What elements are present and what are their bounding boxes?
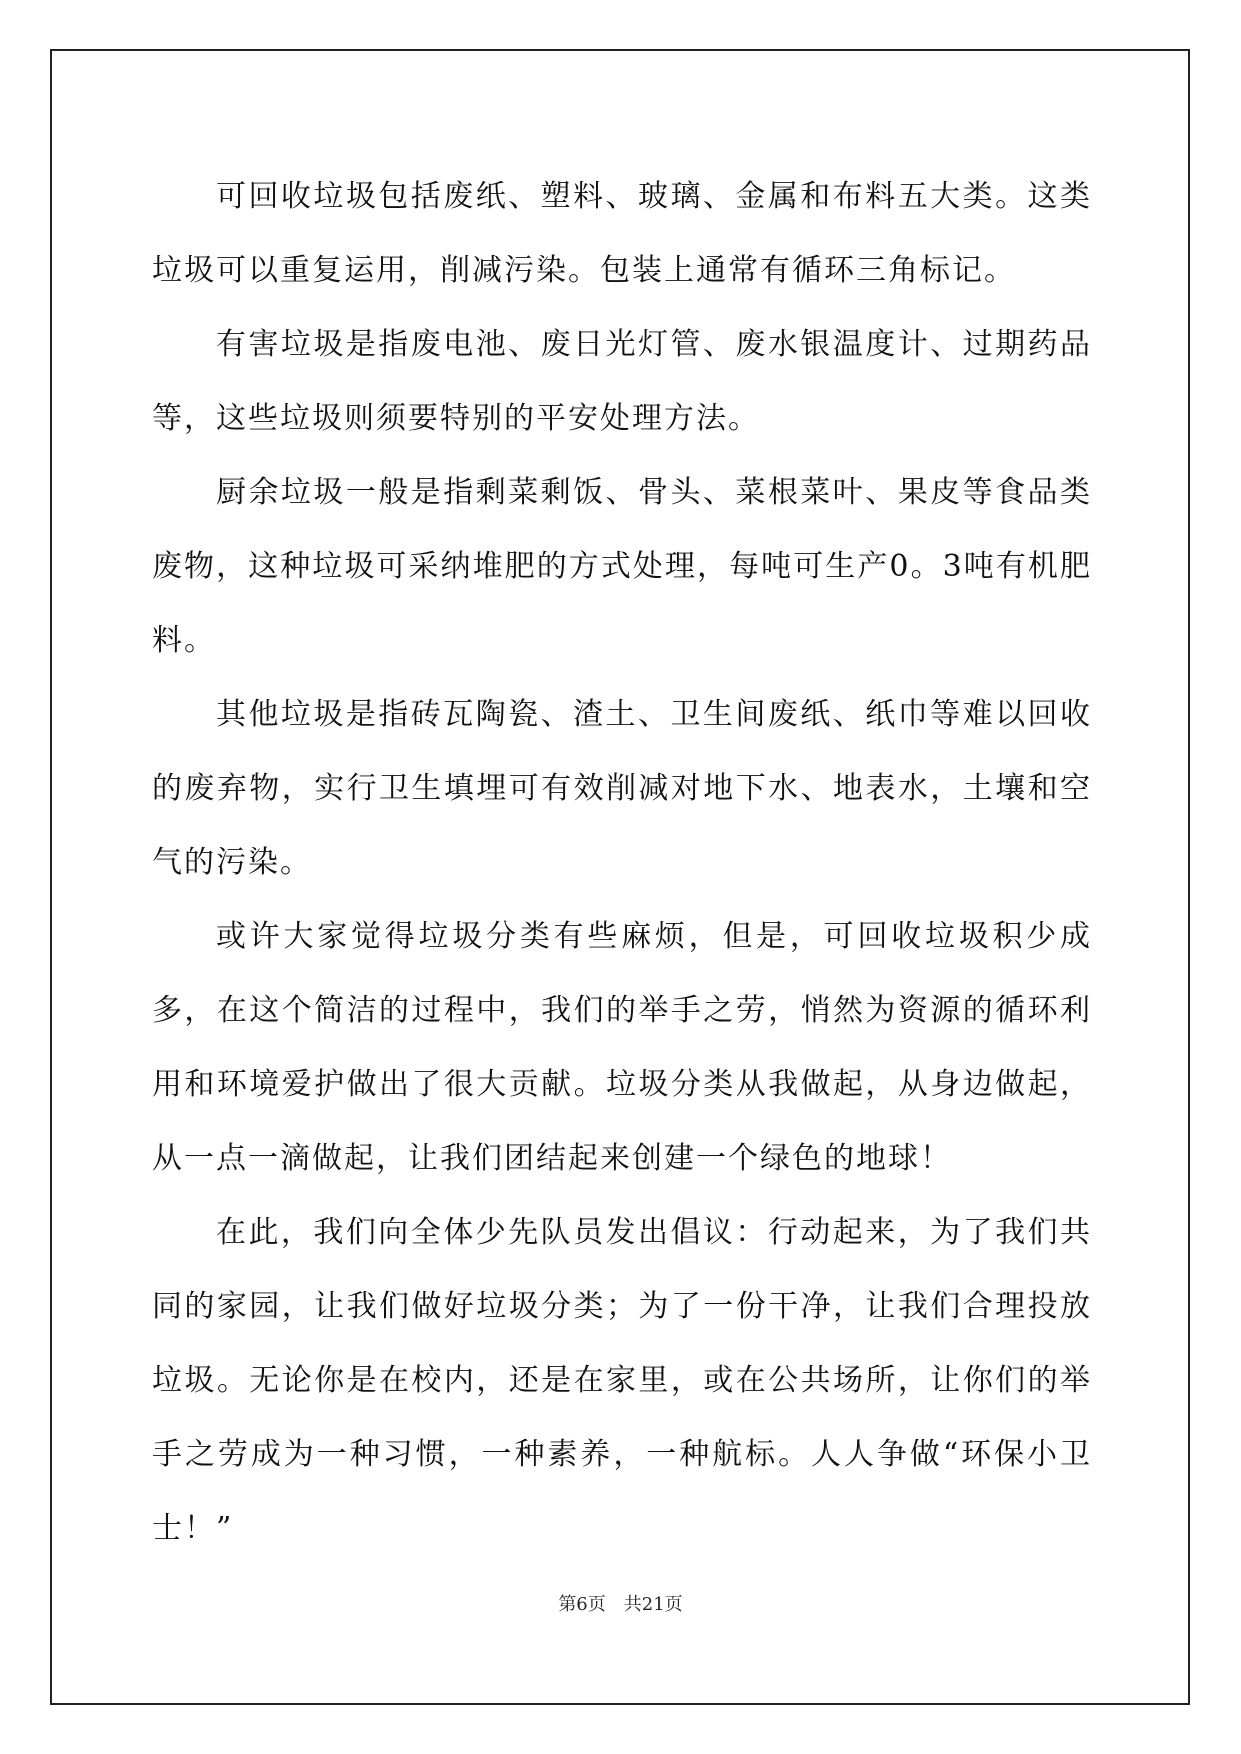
paragraph-call-to-action: 或许大家觉得垃圾分类有些麻烦，但是，可回收垃圾积少成多，在这个简洁的过程中，我们的举手之劳，悄然为资源的循环利用和环境爱护做出了很大贡献。垃圾分类从我做起，从身边做起，从一点一滴做起，让我们团结起来创建一个绿色的地球！ <box>152 919 1092 1176</box>
paragraph-recyclable-waste: 可回收垃圾包括废纸、塑料、玻璃、金属和布料五大类。这类垃圾可以重复运用，削减污染。包装上通常有循环三角标记。 <box>152 179 1092 288</box>
page-footer <box>0 1594 1241 1616</box>
document-body <box>152 160 1092 1566</box>
page-number: 第6页 <box>558 1594 606 1615</box>
paragraph-other-waste: 其他垃圾是指砖瓦陶瓷、渣土、卫生间废纸、纸巾等难以回收的废弃物，实行卫生填埋可有效削减对地下水、地表水，土壤和空气的污染。 <box>152 697 1092 880</box>
total-pages: 共21页 <box>623 1594 683 1615</box>
paragraph-hazardous-waste: 有害垃圾是指废电池、废日光灯管、废水银温度计、过期药品等，这些垃圾则须要特别的平安处理方法。 <box>152 327 1092 436</box>
paragraph-kitchen-waste: 厨余垃圾一般是指剩菜剩饭、骨头、菜根菜叶、果皮等食品类废物，这种垃圾可采纳堆肥的方式处理，每吨可生产0。3吨有机肥料。 <box>152 475 1092 658</box>
paragraph-initiative: 在此，我们向全体少先队员发出倡议：行动起来，为了我们共同的家园，让我们做好垃圾分类；为了一份干净，让我们合理投放垃圾。无论你是在校内，还是在家里，或在公共场所，让你们的举手之劳成为一种习惯，一种素养，一种航标。人人争做“环保小卫士！” <box>152 1215 1092 1546</box>
